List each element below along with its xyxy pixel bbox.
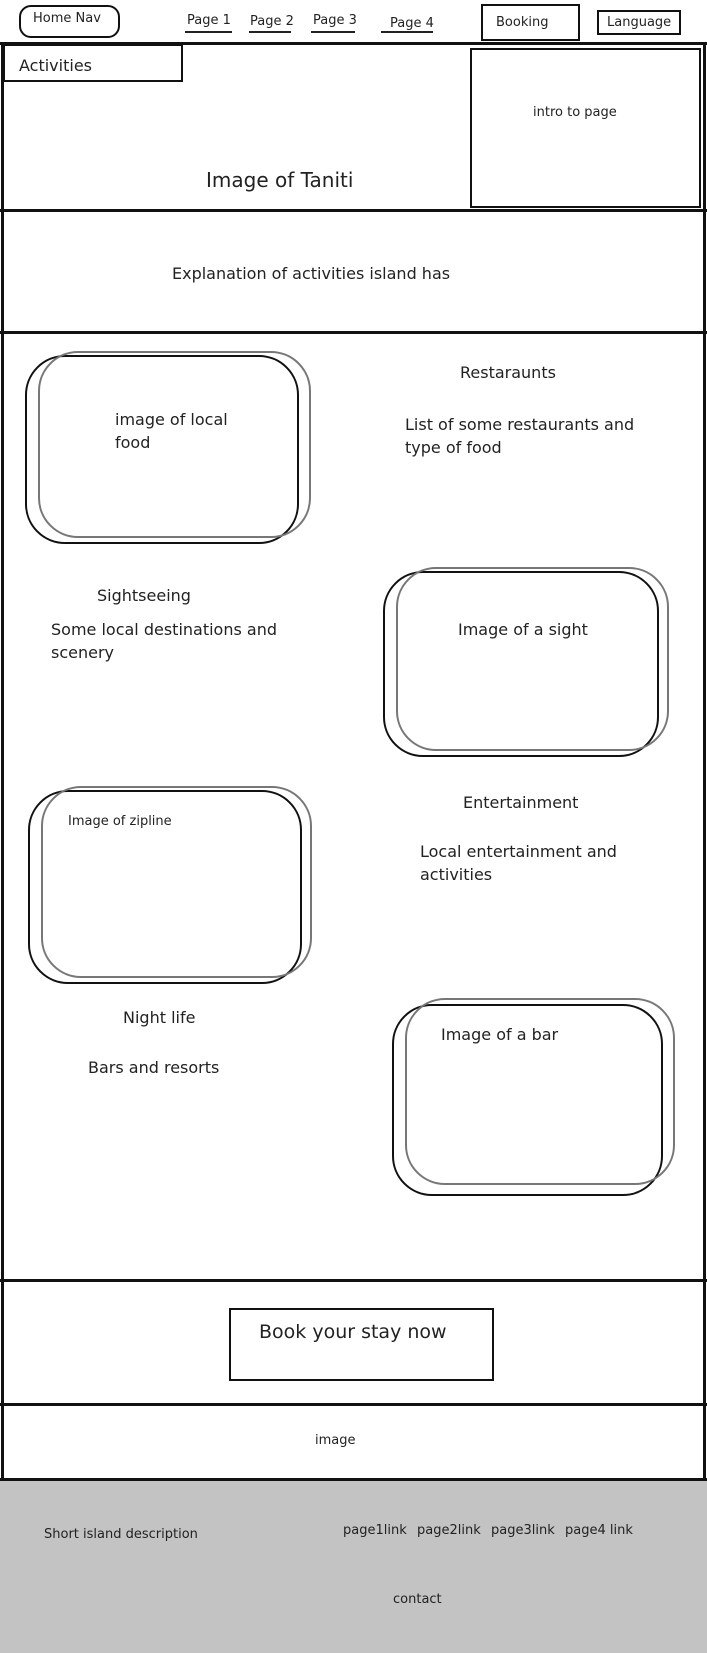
booking-button[interactable] <box>481 4 580 41</box>
activities-tab-label: Activities <box>19 56 92 75</box>
restaurants-section <box>0 333 707 543</box>
food-image-label-line-2: food <box>115 433 151 452</box>
bar-image-label: Image of a bar <box>441 1025 559 1044</box>
intro-box <box>470 48 701 208</box>
language-label: Language <box>607 15 672 30</box>
nav-page-2-underline <box>249 31 291 33</box>
footer-contact-link[interactable]: contact <box>393 1592 442 1607</box>
nav-page-1[interactable]: Page 1 <box>187 13 231 28</box>
entertainment-section <box>0 780 707 990</box>
banner-image-placeholder: image <box>315 1433 356 1448</box>
home-nav-button[interactable] <box>19 5 120 38</box>
sightseeing-body-line-1: Some local destinations and <box>51 620 277 639</box>
nav-page-4-underline <box>381 31 433 33</box>
entertainment-body-line-2: activities <box>420 865 493 884</box>
nav-page-4[interactable]: Page 4 <box>390 16 434 31</box>
content-divider <box>0 1279 707 1282</box>
sightseeing-body-line-2: scenery <box>51 643 115 662</box>
sight-image-label: Image of a sight <box>458 620 588 639</box>
nightlife-body-line-1: Bars and resorts <box>88 1058 220 1077</box>
booking-label: Booking <box>496 15 549 30</box>
nav-page-2[interactable]: Page 2 <box>250 14 294 29</box>
intro-label: intro to page <box>533 105 617 120</box>
bar-image-placeholder <box>392 998 675 1196</box>
food-image-placeholder <box>25 351 311 544</box>
restaurants-heading: Restaraunts <box>460 363 556 382</box>
home-nav-label: Home Nav <box>33 11 101 26</box>
cta-divider <box>0 1403 707 1406</box>
sight-image-placeholder <box>383 567 669 757</box>
footer-link-page1[interactable]: page1link <box>343 1523 407 1538</box>
activities-explanation: Explanation of activities island has <box>172 264 451 283</box>
footer <box>0 1481 707 1653</box>
nav-page-3-underline <box>311 31 355 33</box>
activities-tab[interactable] <box>3 44 183 82</box>
hero-image-placeholder: Image of Taniti <box>206 168 354 192</box>
footer-link-page4[interactable]: page4 link <box>565 1523 633 1538</box>
footer-link-page2[interactable]: page2link <box>417 1523 481 1538</box>
book-stay-label: Book your stay now <box>259 1321 447 1343</box>
nightlife-heading: Night life <box>123 1008 196 1027</box>
footer-link-page3[interactable]: page3link <box>491 1523 555 1538</box>
book-stay-button[interactable] <box>229 1308 494 1381</box>
sightseeing-section <box>0 560 707 770</box>
hero-divider <box>0 209 707 212</box>
food-image-frame-sketch <box>38 351 311 538</box>
footer-island-description: Short island description <box>44 1527 198 1542</box>
restaurants-body-line-2: type of food <box>405 438 502 457</box>
header <box>0 0 707 44</box>
food-image-label-line-1: image of local <box>115 410 228 429</box>
nav-page-1-underline <box>185 31 232 33</box>
language-button[interactable] <box>597 10 681 35</box>
hero-section <box>0 44 707 210</box>
sight-image-frame-sketch <box>396 567 669 751</box>
restaurants-body-line-1: List of some restaurants and <box>405 415 635 434</box>
entertainment-body-line-1: Local entertainment and <box>420 842 617 861</box>
nav-page-3[interactable]: Page 3 <box>313 13 357 28</box>
zipline-image-placeholder <box>28 786 312 984</box>
entertainment-heading: Entertainment <box>463 793 579 812</box>
sightseeing-heading: Sightseeing <box>97 586 191 605</box>
nightlife-section <box>0 995 707 1200</box>
zipline-image-label: Image of zipline <box>68 814 172 829</box>
